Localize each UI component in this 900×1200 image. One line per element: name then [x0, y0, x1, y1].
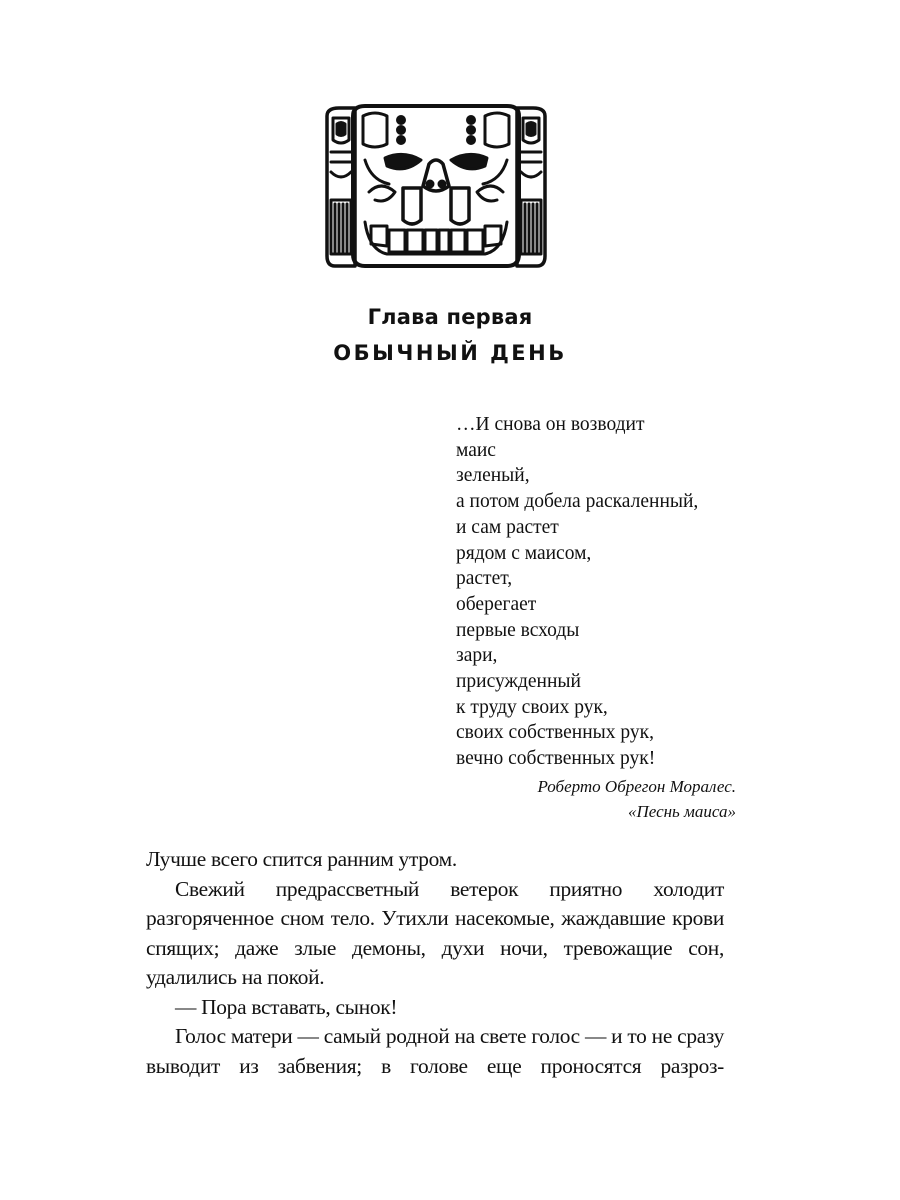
paragraph: Голос матери — самый родной на свете голос — и то не сразу выводит из забвения; в голове еще проносятся разроз- [146, 1024, 724, 1078]
epigraph-line: к труду своих рук, [456, 696, 608, 718]
epigraph-line: маис [456, 439, 496, 461]
epigraph-line: вечно собственных рук! [456, 748, 656, 770]
body-text [146, 845, 724, 1081]
epigraph-line: а потом добела раскаленный, [456, 491, 699, 513]
epigraph-line: первые всходы [456, 619, 580, 641]
chapter-title: ОБЫЧНЫЙ ДЕНЬ [333, 341, 567, 365]
chapter-label: Глава первая [367, 305, 533, 329]
paragraph: — Пора вставать, сынок! [175, 994, 398, 1019]
epigraph-line: оберегает [456, 593, 537, 615]
epigraph-line: …И снова он возводит [456, 414, 645, 435]
epigraph-line: растет, [456, 568, 513, 590]
paragraph: Свежий предрассветный ветерок приятно холодит разгоряченное сном тело. Утихли насекомые, жаждавшие крови спящих; даже злые демоны, духи ночи, тревожащие сон, удалились на покой. [146, 876, 724, 989]
epigraph-line: и сам растет [456, 516, 559, 538]
epigraph-line: зари, [456, 645, 498, 667]
epigraph-line: зеленый, [456, 465, 530, 487]
epigraph-work-title: «Песнь маиса» [627, 802, 736, 821]
epigraph-line: присужденный [456, 671, 581, 693]
epigraph [456, 412, 736, 821]
epigraph-author: Роберто Обрегон Моралес. [537, 777, 736, 796]
mayan-mask-glyph-icon [325, 104, 547, 270]
paragraph: Лучше всего спится ранним утром. [146, 847, 457, 871]
epigraph-line: своих собственных рук, [456, 722, 654, 744]
epigraph-line: рядом с маисом, [456, 542, 592, 564]
